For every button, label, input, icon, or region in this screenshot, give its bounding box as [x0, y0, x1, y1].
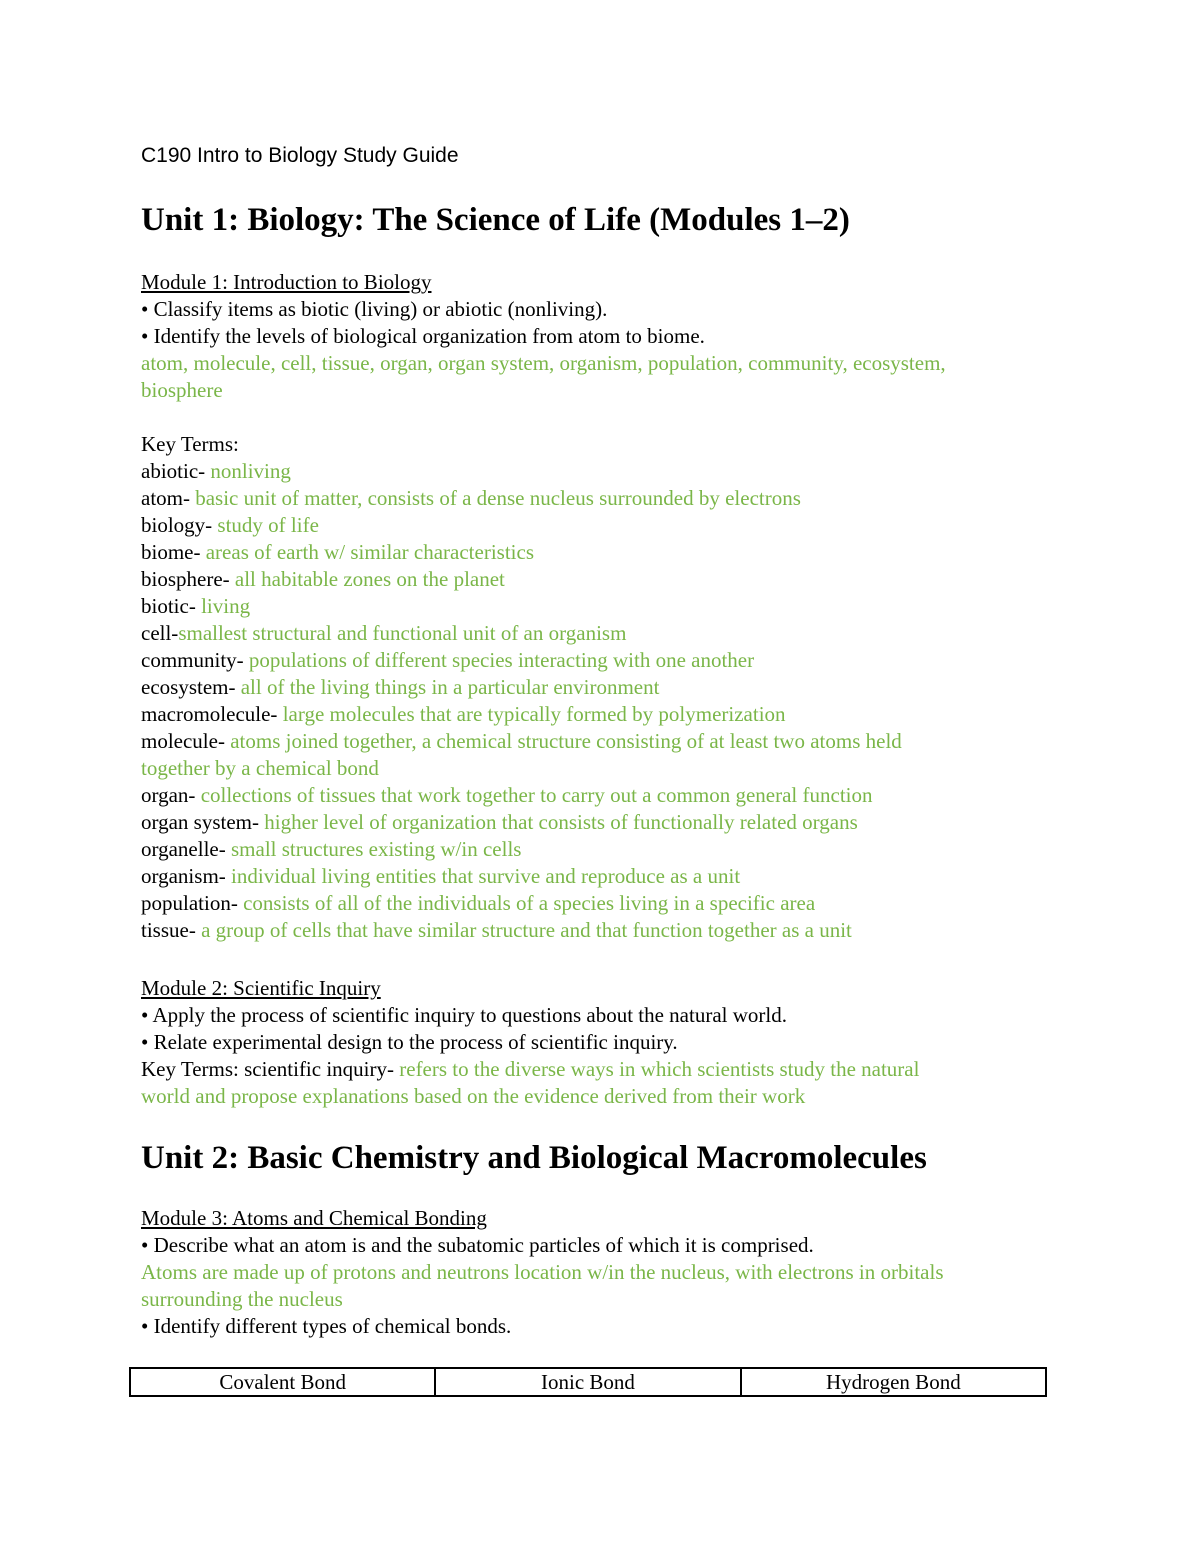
key-term: biotic- — [141, 594, 202, 618]
key-term-row — [141, 620, 1061, 647]
key-term-row — [141, 728, 1061, 755]
hydrogen-bond-header: Hydrogen Bond — [741, 1368, 1046, 1396]
key-term: biology- — [141, 513, 218, 537]
key-term: biome- — [141, 540, 206, 564]
key-term-row — [141, 782, 1061, 809]
key-term-definition: nonliving — [210, 459, 291, 483]
key-term-row — [141, 458, 1061, 485]
key-term-definition: smallest structural and functional unit of an organism — [178, 621, 627, 645]
key-term: community- — [141, 648, 249, 672]
key-term: organ- — [141, 783, 201, 807]
key-term: tissue- — [141, 918, 202, 942]
key-term: organ system- — [141, 810, 265, 834]
key-term-row — [141, 809, 1061, 836]
key-term-row — [141, 674, 1061, 701]
key-term-row — [141, 836, 1061, 863]
document-title: C190 Intro to Biology Study Guide — [141, 144, 459, 167]
module-1-bullet: • Classify items as biotic (living) or abiotic (nonliving). — [141, 297, 608, 321]
key-term: macromolecule- — [141, 702, 283, 726]
key-term: Key Terms: scientific inquiry- — [141, 1057, 400, 1081]
module-2-bullet: • Relate experimental design to the process of scientific inquiry. — [141, 1030, 678, 1054]
key-term-row — [141, 593, 1061, 620]
atom-structure-answer: Atoms are made up of protons and neutrons location w/in the nucleus, with electrons in orbitals — [141, 1260, 944, 1284]
biological-levels-answer-continued: biosphere — [141, 378, 223, 402]
unit-1-heading: Unit 1: Biology: The Science of Life (Modules 1–2) — [141, 202, 850, 238]
key-terms-label: Key Terms: — [141, 432, 239, 456]
key-term: population- — [141, 891, 244, 915]
key-term: organelle- — [141, 837, 231, 861]
module-3-bullet: • Describe what an atom is and the subatomic particles of which it is comprised. — [141, 1233, 814, 1257]
key-term-row — [141, 863, 1061, 890]
key-term: abiotic- — [141, 459, 211, 483]
blank-line — [141, 404, 1061, 431]
key-term-row — [141, 566, 1061, 593]
module-1-section — [141, 269, 1061, 944]
key-term-definition: populations of different species interacting with one another — [248, 648, 755, 672]
module-3-bullet: • Identify different types of chemical bonds. — [141, 1314, 512, 1338]
table-header-row — [130, 1368, 1046, 1396]
key-term-row — [141, 512, 1061, 539]
module-2-title: Module 2: Scientific Inquiry — [141, 976, 381, 1000]
key-term: cell- — [141, 621, 179, 645]
key-term: ecosystem- — [141, 675, 241, 699]
key-term-definition: atoms joined together, a chemical structure consisting of at least two atoms held — [230, 729, 902, 753]
ionic-bond-header: Ionic Bond — [435, 1368, 740, 1396]
key-term-definition: individual living entities that survive and reproduce as a unit — [231, 864, 741, 888]
module-2-bullet: • Apply the process of scientific inquiry to questions about the natural world. — [141, 1003, 787, 1027]
module-3-section — [141, 1205, 1061, 1340]
key-term-row — [141, 890, 1061, 917]
key-term-definition: consists of all of the individuals of a species living in a specific area — [243, 891, 816, 915]
key-term-row — [141, 485, 1061, 512]
key-term-definition: higher level of organization that consists of functionally related organs — [264, 810, 858, 834]
module-3-title: Module 3: Atoms and Chemical Bonding — [141, 1206, 487, 1230]
key-term-definition: basic unit of matter, consists of a dense nucleus surrounded by electrons — [195, 486, 801, 510]
key-term-definition: large molecules that are typically formed by polymerization — [282, 702, 786, 726]
atom-structure-answer-continued: surrounding the nucleus — [141, 1287, 343, 1311]
key-term: molecule- — [141, 729, 231, 753]
key-term-row — [141, 701, 1061, 728]
key-term-definition: a group of cells that have similar structure and that function together as a unit — [201, 918, 852, 942]
key-term-definition: areas of earth w/ similar characteristics — [205, 540, 534, 564]
module-2-section — [141, 975, 1061, 1110]
key-term-definition: all of the living things in a particular environment — [240, 675, 660, 699]
module-1-bullet: • Identify the levels of biological organization from atom to biome. — [141, 324, 705, 348]
key-term: organism- — [141, 864, 232, 888]
key-term: biosphere- — [141, 567, 235, 591]
unit-2-heading: Unit 2: Basic Chemistry and Biological Macromolecules — [141, 1140, 927, 1176]
key-term-row — [141, 539, 1061, 566]
key-term-row — [141, 917, 1061, 944]
key-term-row — [141, 647, 1061, 674]
key-term: atom- — [141, 486, 196, 510]
key-term-definition-continued: together by a chemical bond — [141, 756, 379, 780]
key-term-definition: collections of tissues that work together to carry out a common general function — [200, 783, 873, 807]
chemical-bonds-table — [129, 1367, 1047, 1397]
key-term-definition: study of life — [217, 513, 319, 537]
key-term-definition: small structures existing w/in cells — [231, 837, 522, 861]
key-term-definition: living — [201, 594, 251, 618]
covalent-bond-header: Covalent Bond — [130, 1368, 435, 1396]
key-term-definition-continued: world and propose explanations based on the evidence derived from their work — [141, 1084, 806, 1108]
module-1-title: Module 1: Introduction to Biology — [141, 270, 432, 294]
key-term-row — [141, 1056, 1061, 1083]
key-term-definition: all habitable zones on the planet — [234, 567, 505, 591]
key-term-definition: refers to the diverse ways in which scientists study the natural — [399, 1057, 920, 1081]
biological-levels-answer: atom, molecule, cell, tissue, organ, organ system, organism, population, community, ecosystem, — [141, 351, 946, 375]
